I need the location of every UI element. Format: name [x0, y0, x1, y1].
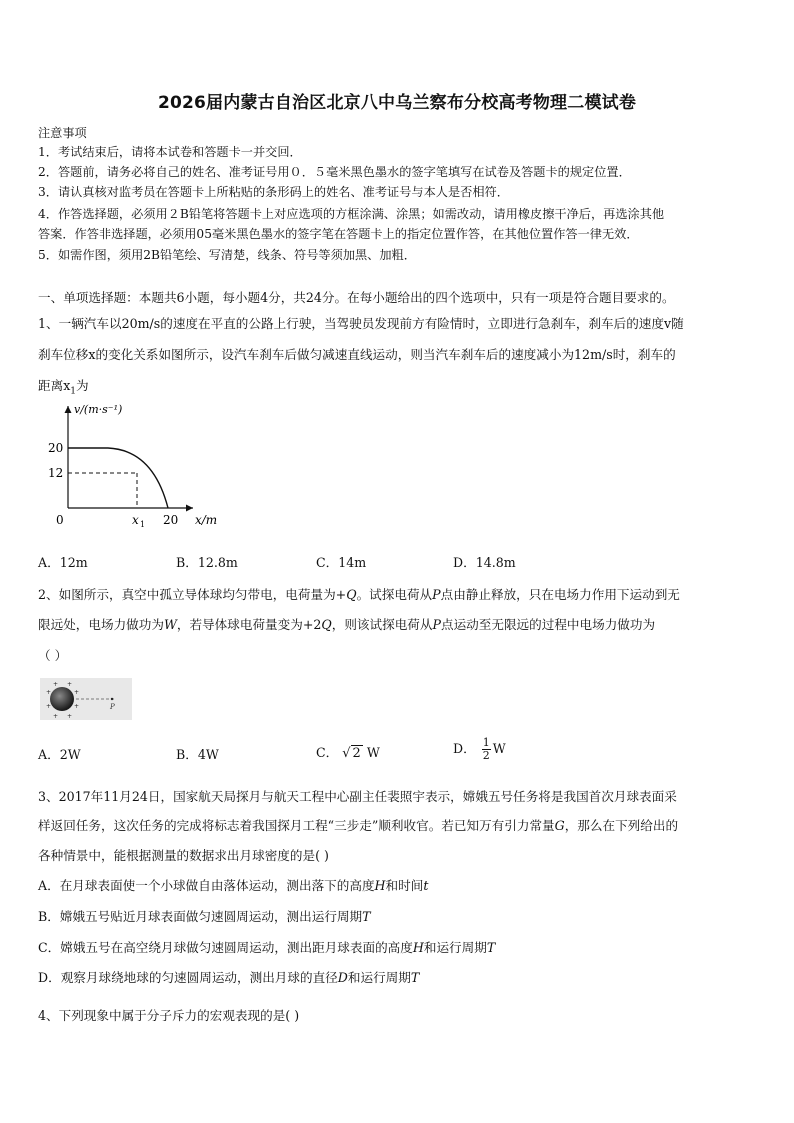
charged-sphere-figure [40, 678, 132, 720]
origin-label: 0 [56, 513, 64, 527]
svg-text:+: + [74, 689, 80, 696]
q2-option-d: D． $\frac{1}{2}$ W [453, 736, 506, 762]
notice-item: 2．答题前，请务必将自己的姓名、准考证号用０．５毫米黑色墨水的签字笔填写在试卷及答题卡的规定位置． [38, 165, 631, 179]
question-4: 4、下列现象中属于分子斥力的宏观表现的是( ) [38, 1008, 300, 1023]
velocity-curve [68, 448, 168, 508]
svg-text:+: + [67, 713, 73, 720]
q1-line: 刹车位移x的变化关系如图所示，设汽车刹车后做匀减速直线运动，则当汽车刹车后的速度减小为12m/s时，刹车的 [38, 347, 676, 362]
q2-option-c: C． √ 2 W [316, 745, 380, 761]
y-tick-label: 12 [48, 466, 64, 480]
svg-text:+: + [53, 681, 59, 688]
point-p-label: P [110, 703, 115, 711]
x-tick-subscript: 1 [140, 520, 146, 529]
q1-option-b: B．12.8m [176, 555, 238, 570]
svg-text:+: + [67, 681, 73, 688]
svg-text:+: + [74, 703, 80, 710]
q2-line: 2、如图所示，真空中孤立导体球均匀带电，电荷量为+Q。试探电荷从P点由静止释放，只在电场力作用下运动到无 [38, 587, 680, 602]
notice-heading: 注意事项 [38, 126, 87, 140]
q3-option-b: B．嫦娥五号贴近月球表面做匀速圆周运动，测出运行周期T [38, 909, 371, 924]
q3-line: 样返回任务，这次任务的完成将标志着我国探月工程“三步走”顺利收官。若已知万有引力常量G，那么在下列给出的 [38, 818, 679, 833]
q2-line: （ ） [38, 648, 68, 663]
q1-option-c: C．14m [316, 555, 367, 570]
q2-option-a: A．2W [38, 747, 81, 762]
y-tick-label: 20 [48, 441, 64, 455]
q2-option-b: B．4W [176, 747, 219, 762]
x-axis-label: x/m [195, 513, 218, 527]
q1-line: 1、一辆汽车以20m/s的速度在平直的公路上行驶，当驾驶员发现前方有险情时，立即进行急刹车，刹车后的速度v随 [38, 316, 684, 331]
q1-option-d: D．14.8m [453, 555, 516, 570]
q2-line: 限远处，电场力做功为W，若导体球电荷量变为+2Q，则该试探电荷从P点运动至无限远的过程中电场力做功为 [38, 617, 656, 632]
conductor-sphere [50, 687, 74, 711]
svg-text:+: + [53, 713, 59, 720]
section-heading: 一、单项选择题：本题共6小题，每小题4分，共24分。在每小题给出的四个选项中，只有一项是符合题目要求的。 [38, 290, 675, 305]
svg-text:+: + [46, 703, 52, 710]
x-tick-label: 20 [163, 513, 179, 527]
notice-item: 4．作答选择题，必须用２B铅笔将答题卡上对应选项的方框涂满、涂黑；如需改动，请用橡皮擦干净后，再选涂其他 [38, 207, 665, 221]
q3-line: 3、2017年11月24日，国家航天局探月与航天工程中心副主任裴照宇表示，嫦娥五号任务将是我国首次月球表面采 [38, 789, 677, 804]
y-axis-label: v/(m·s⁻¹) [74, 403, 123, 416]
point-p [111, 698, 113, 700]
svg-text:+: + [46, 689, 52, 696]
q3-option-a: A．在月球表面使一个小球做自由落体运动，测出落下的高度H和时间t [38, 878, 429, 893]
notice-item: 答案．作答非选择题，必须用05毫米黑色墨水的签字笔在答题卡上的指定位置作答，在其他位置作答一律无效． [38, 227, 639, 241]
q1-line: 距离$x_1$为 [38, 378, 89, 397]
x-tick-label: x [132, 513, 139, 527]
q3-option-c: C．嫦娥五号在高空绕月球做匀速圆周运动，测出距月球表面的高度H和运行周期T [38, 940, 496, 955]
notice-item: 5．如需作图，须用2B铅笔绘、写清楚，线条、符号等须加黑、加粗． [38, 248, 416, 262]
page-title: 2026届内蒙古自治区北京八中乌兰察布分校高考物理二模试卷 [157, 93, 637, 113]
q3-option-d: D．观察月球绕地球的匀速圆周运动，测出月球的直径D和运行周期T [38, 970, 420, 985]
q3-line: 各种情景中，能根据测量的数据求出月球密度的是( ) [38, 848, 329, 863]
q1-option-a: A．12m [38, 555, 88, 570]
velocity-displacement-graph [38, 398, 238, 538]
notice-item: 3．请认真核对监考员在答题卡上所粘贴的条形码上的姓名、准考证号与本人是否相符． [38, 185, 509, 199]
notice-item: 1．考试结束后，请将本试卷和答题卡一并交回． [38, 145, 302, 159]
